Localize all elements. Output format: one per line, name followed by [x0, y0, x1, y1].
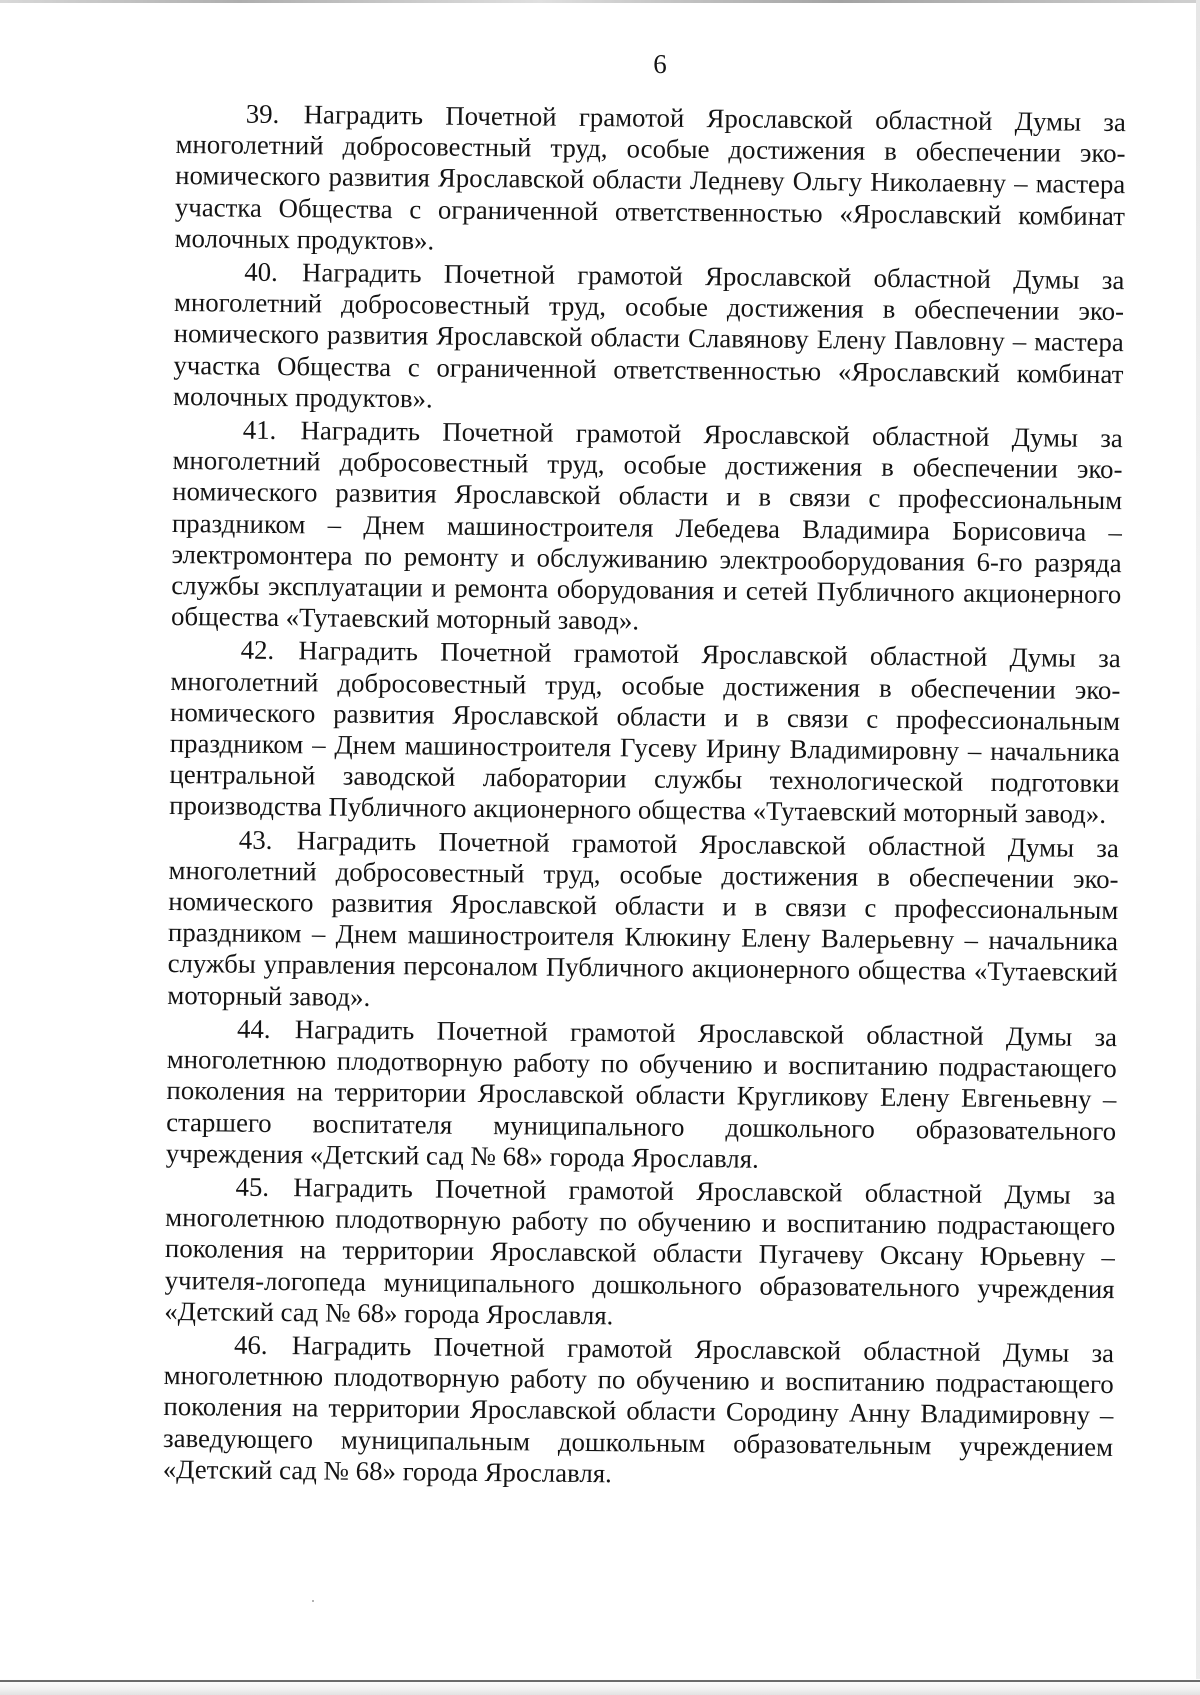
paragraph-text: Наградить Почетной грамотой Ярославской областной Думы за многолетнюю плодотворную работу по обучению и воспитанию подрастающего поколения на территории Ярославской области Пугачеву Оксану Юрьевну – учителя-логопеда муниципального дошкольного образовательного учреждения «Детский сад № 68» города Ярославля. — [164, 1172, 1116, 1330]
paragraph-text: Наградить Почетной грамотой Ярославской областной Думы за многолетний добросовестный труд, особые достижения в обеспечении экономического развития Ярославской области и в связи с профессиональным праздником – Днем машиностроителя Гусеву Ирину Владимировну – начальника центральной заводской лаборатории службы технологической подготовки производства Публичного акционерного общества «Тутаевский моторный завод». — [169, 635, 1121, 830]
award-paragraph-39 — [175, 98, 1126, 263]
paragraph-number: 40. — [244, 256, 278, 288]
paragraph-text: Наградить Почетной грамотой Ярославской областной Думы за многолетний добросовестный труд, особые достижения в обеспечении экономического развития Ярославской области и в связи с профессиональным праздником – Днем машиностроителя Клюкину Елену Валерьевну – начальника службы управления персоналом Публичного акционерного общества «Тутаевский моторный завод». — [167, 824, 1120, 1012]
paragraph-number: 39. — [245, 98, 280, 129]
page-number: 6 — [653, 49, 667, 79]
award-paragraph-46 — [163, 1329, 1114, 1494]
paragraph-number: 46. — [233, 1329, 268, 1360]
scan-speck — [312, 1600, 314, 1602]
scan-edge-right — [1196, 0, 1200, 1695]
paragraph-number: 43. — [238, 824, 273, 855]
award-paragraph-40 — [173, 256, 1124, 421]
paragraph-text: Наградить Почетной грамотой Ярославской областной Думы за многолетний добросовестный труд, особые достижения в обеспечении экономического развития Ярославской области Ледневу Ольгу Николаевну – мастера участка Общества с ограниченной ответственностью «Ярославский комбинат молочных продуктов». — [174, 99, 1126, 256]
paragraph-number: 44. — [236, 1013, 271, 1044]
award-paragraph-43 — [167, 824, 1119, 1020]
award-paragraph-45 — [164, 1171, 1115, 1336]
paragraph-number: 42. — [240, 635, 275, 666]
scan-edge-top — [0, 0, 1200, 3]
paragraph-text: Наградить Почетной грамотой Ярославской областной Думы за многолетнюю плодотворную работу по обучению и воспитанию подрастающего поколения на территории Ярославской области Кругликову Елену Евгеньевну – старшего воспитателя муниципального дошкольного образовательного учреждения «Детский сад № 68» города Ярославля. — [165, 1014, 1118, 1174]
document-body — [163, 98, 1126, 1494]
award-paragraph-41 — [171, 414, 1123, 642]
award-paragraph-44 — [166, 1013, 1117, 1178]
paragraph-text: Наградить Почетной грамотой Ярославской областной Думы за многолетний добросовестный труд, особые достижения в обеспечении экономического развития Ярославской области и в связи с профессиональным праздником – Днем машиностроителя Лебедева Владимира Борисовича – электромонтера по ремонту и обслуживанию электрооборудования 6-го разряда службы эксплуатации и ремонта оборудования и сетей Публичного акционерного общества «Тутаевский моторный завод». — [170, 415, 1123, 636]
scan-line-bottom — [0, 1680, 1200, 1682]
paragraph-text: Наградить Почетной грамотой Ярославской областной Думы за многолетний добросовестный труд, особые достижения в обеспечении экономического развития Ярославской области Славянову Елену Павловну – мастера участка Общества с ограниченной ответственностью «Ярославский комбинат молочных продуктов». — [172, 257, 1125, 414]
paragraph-text: Наградить Почетной грамотой Ярославской областной Думы за многолетнюю плодотворную работу по обучению и воспитанию подрастающего поколения на территории Ярославской области Сородину Анну Владимировну – заведующего муниципальным дошкольным образовательным учреждением «Детский сад № 68» города Ярославля. — [162, 1330, 1115, 1488]
paragraph-number: 45. — [235, 1171, 270, 1202]
paragraph-number: 41. — [242, 414, 277, 446]
award-paragraph-42 — [169, 634, 1121, 830]
